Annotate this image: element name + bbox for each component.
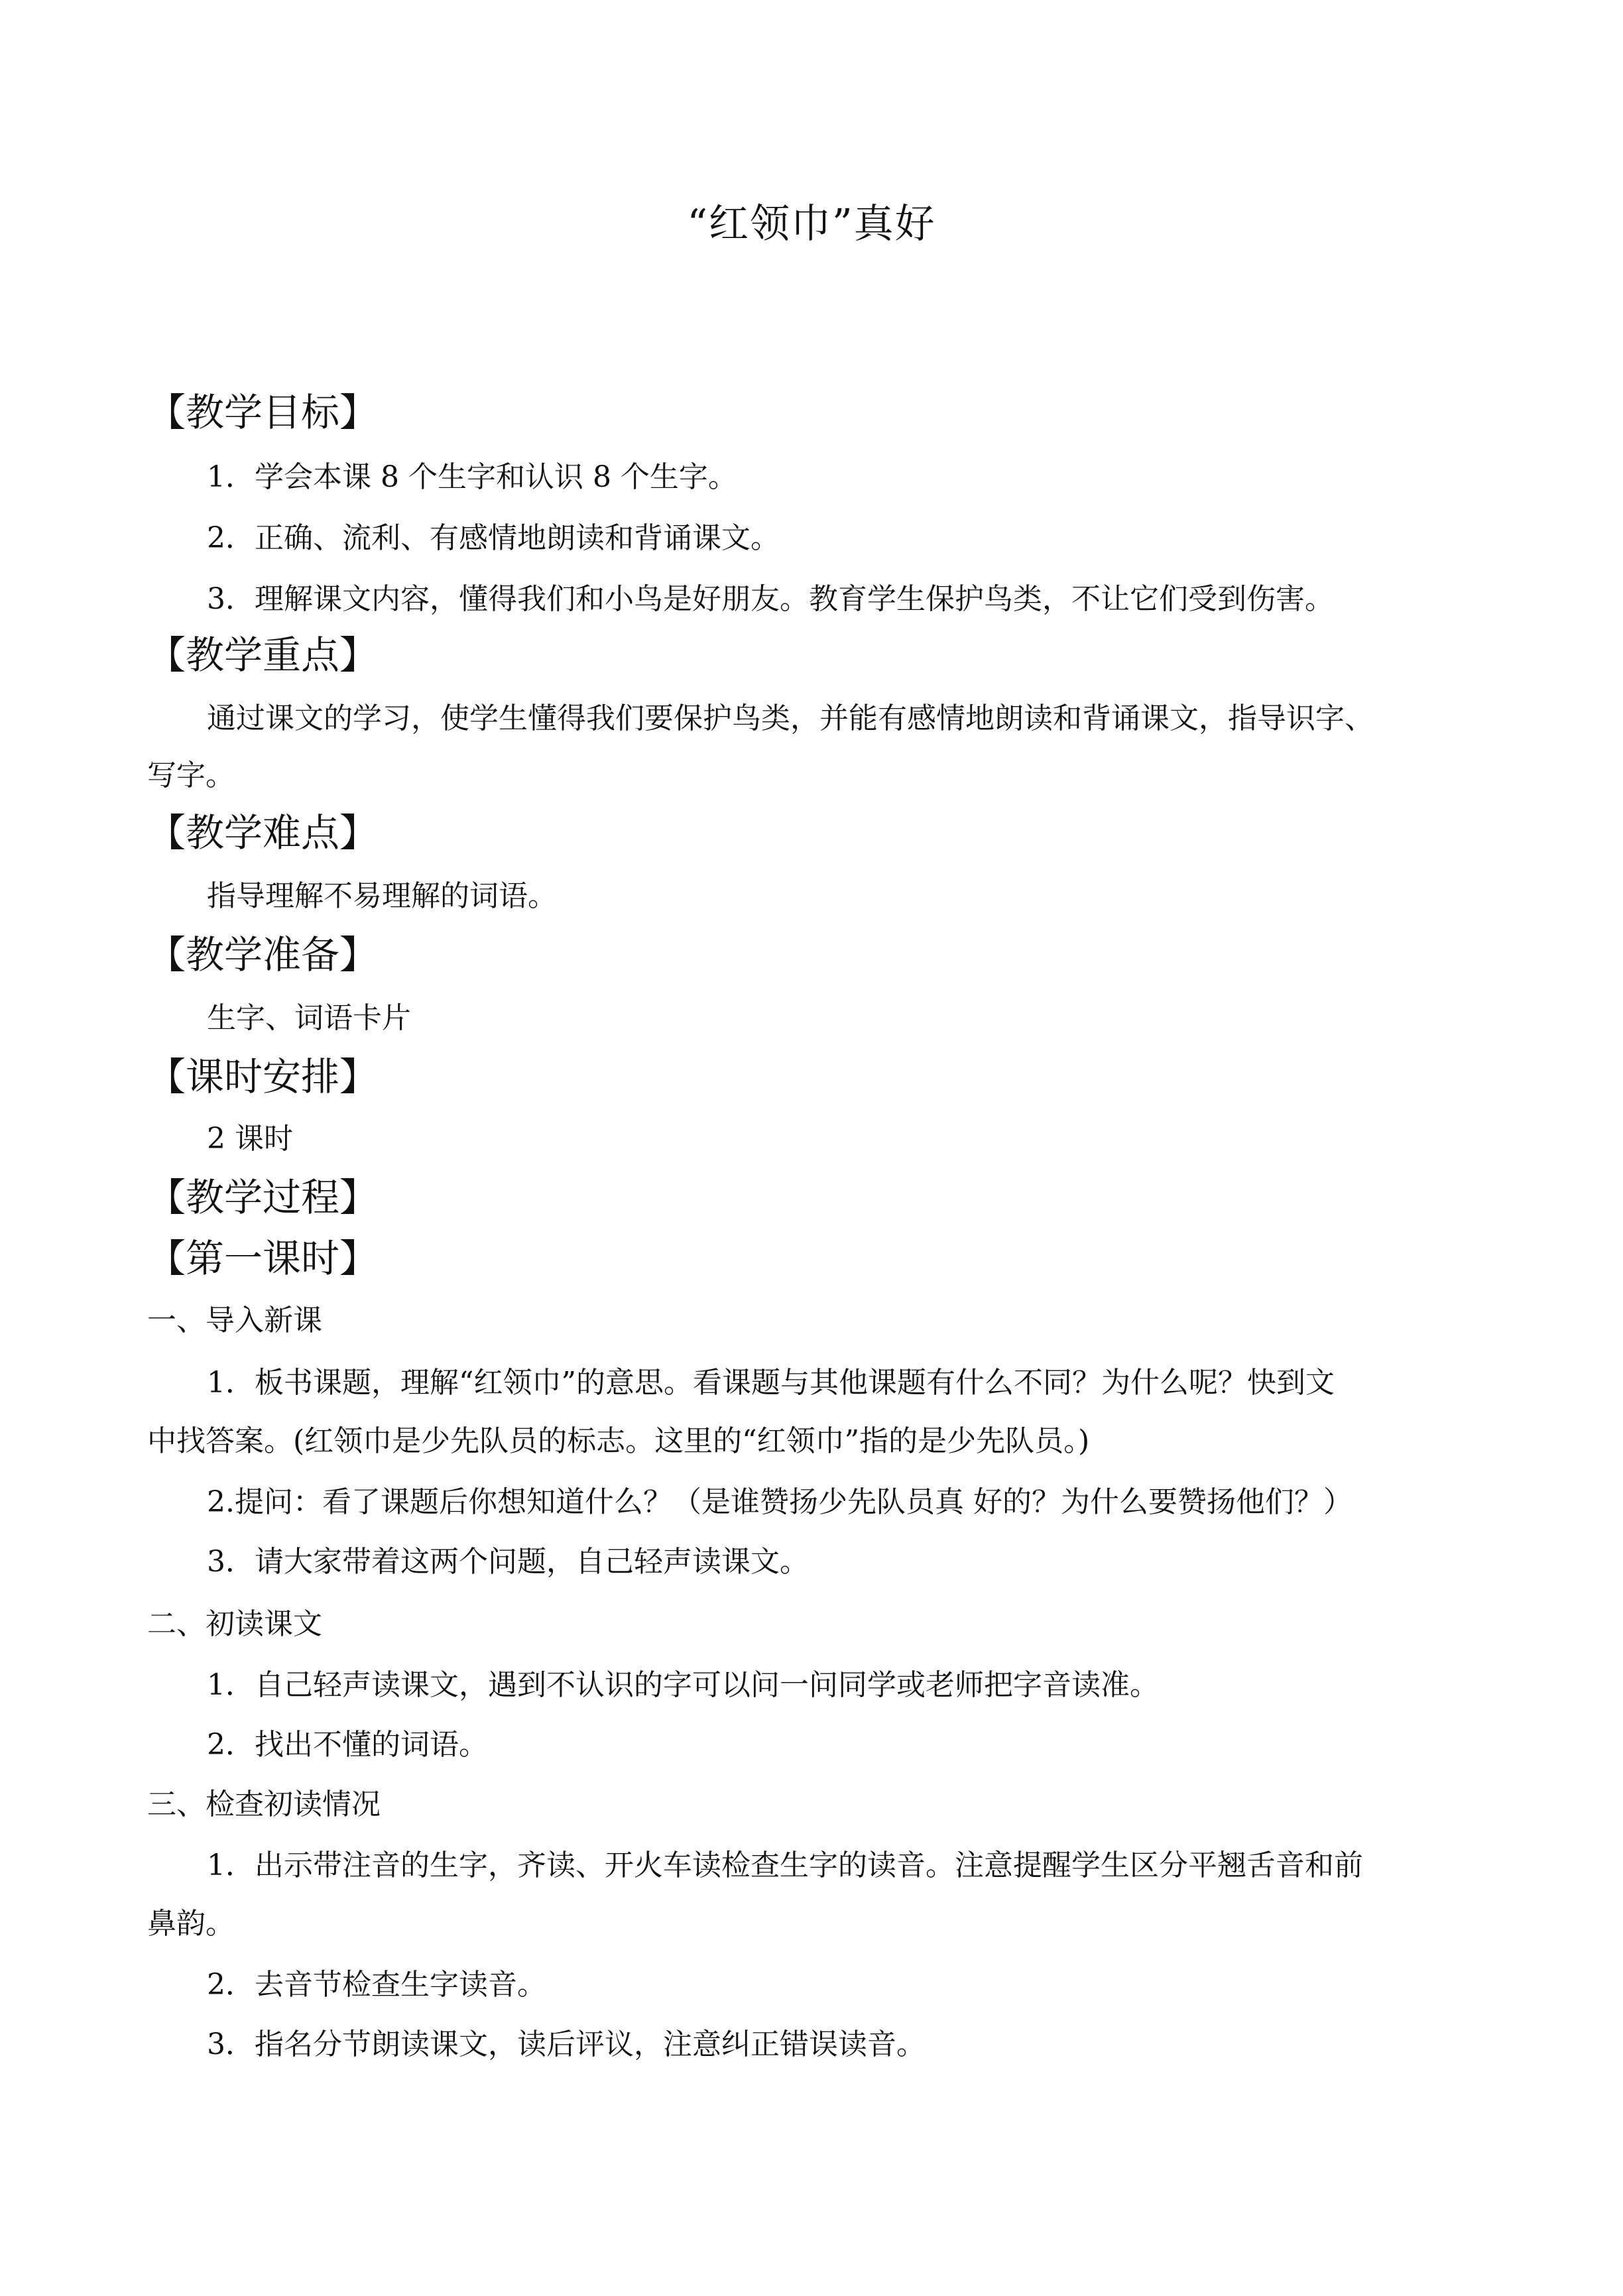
difficulties-text: 指导理解不易理解的词语。 <box>207 879 557 913</box>
key-points-heading: 【教学重点】 <box>147 633 379 678</box>
part3-item2: 2．去音节检查生字读音。 <box>207 1968 546 2002</box>
part1-item1-line2: 中找答案。(红领巾是少先队员的标志。这里的“红领巾”指的是少先队员。) <box>147 1424 1090 1458</box>
part3-item3: 3．指名分节朗读课文，读后评议，注意纠正错误读音。 <box>207 2027 926 2061</box>
objectives-heading: 【教学目标】 <box>147 390 379 435</box>
part3-item1-line2: 鼻韵。 <box>147 1907 235 1941</box>
part3-title: 三、检查初读情况 <box>147 1787 381 1821</box>
process-heading: 【教学过程】 <box>147 1175 379 1220</box>
part2-item1: 1．自己轻声读课文，遇到不认识的字可以问一问同学或老师把字音读准。 <box>207 1668 1159 1702</box>
part1-item1-line1: 1．板书课题，理解“红领巾”的意思。看课题与其他课题有什么不同？为什么呢？快到文 <box>207 1366 1335 1400</box>
part3-item1-line1: 1．出示带注音的生字，齐读、开火车读检查生字的读音。注意提醒学生区分平翘舌音和前 <box>207 1848 1363 1882</box>
first-lesson-heading: 【第一课时】 <box>147 1236 379 1281</box>
objective-item-2: 2．正确、流利、有感情地朗读和背诵课文。 <box>207 521 780 555</box>
schedule-text: 2 课时 <box>207 1122 293 1156</box>
part1-title: 一、导入新课 <box>147 1303 322 1337</box>
part2-title: 二、初读课文 <box>147 1607 322 1641</box>
document-title: “红领巾”真好 <box>687 201 936 247</box>
schedule-heading: 【课时安排】 <box>147 1054 379 1099</box>
key-points-text-line2: 写字。 <box>147 758 235 792</box>
part1-item3: 3．请大家带着这两个问题，自己轻声读课文。 <box>207 1545 809 1579</box>
part2-item2: 2．找出不懂的词语。 <box>207 1728 488 1762</box>
key-points-text-line1: 通过课文的学习，使学生懂得我们要保护鸟类，并能有感情地朗读和背诵课文，指导识字、 <box>207 701 1374 735</box>
objective-item-3: 3．理解课文内容，懂得我们和小鸟是好朋友。教育学生保护鸟类，不让它们受到伤害。 <box>207 582 1334 616</box>
difficulties-heading: 【教学难点】 <box>147 810 379 855</box>
objective-item-1: 1．学会本课 8 个生字和认识 8 个生字。 <box>207 460 737 494</box>
preparation-text: 生字、词语卡片 <box>207 1001 411 1035</box>
preparation-heading: 【教学准备】 <box>147 932 379 977</box>
part1-item2: 2.提问：看了课题后你想知道什么？（是谁赞扬少先队员真 好的？为什么要赞扬他们？） <box>207 1485 1352 1519</box>
